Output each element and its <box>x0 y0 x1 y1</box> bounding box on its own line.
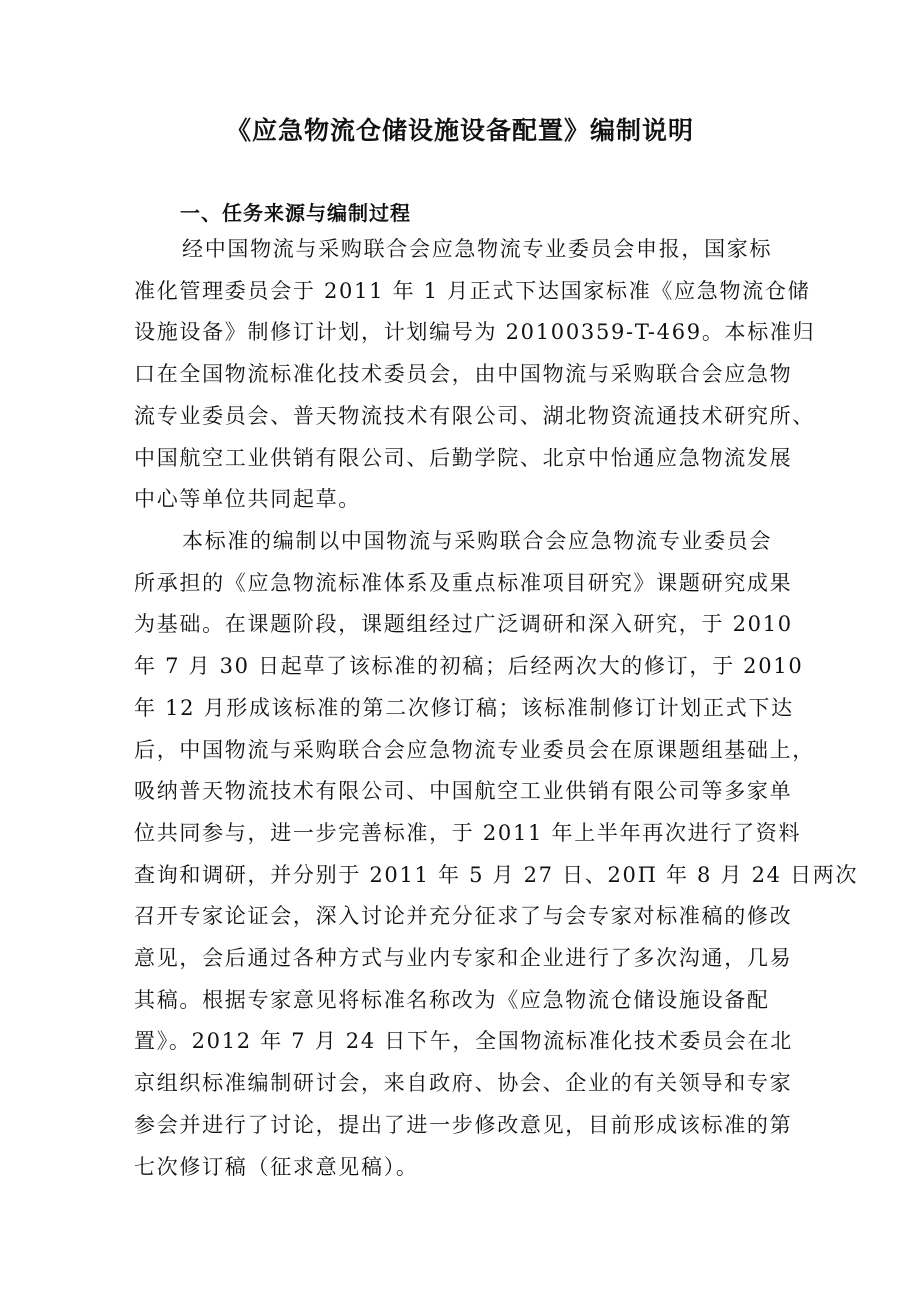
paragraph-line: 七次修订稿（征求意见稿）。 <box>134 1154 419 1179</box>
paragraph-line: 参会并进行了讨论，提出了进一步修改意见，目前形成该标准的第 <box>134 1112 793 1137</box>
section-heading: 一、任务来源与编制过程 <box>180 201 411 225</box>
paragraph-line: 意见，会后通过各种方式与业内专家和企业进行了多次沟通，几易 <box>134 946 793 971</box>
paragraph-line: 查询和调研，并分别于 2011 年 5 月 27 日、20Π 年 8 月 24 日两次 <box>134 862 859 887</box>
paragraph-line: 设施设备》制修订计划，计划编号为 20100359-T-469。本标准归 <box>134 320 816 345</box>
paragraph-line: 所承担的《应急物流标准体系及重点标准项目研究》课题研究成果 <box>134 570 793 595</box>
paragraph-line: 召开专家论证会，深入讨论并充分征求了与会专家对标准稿的修改 <box>134 904 793 929</box>
paragraph-line: 经中国物流与采购联合会应急物流专业委员会申报，国家标 <box>182 237 773 261</box>
paragraph-line: 置》。2012 年 7 月 24 日下午，全国物流标准化技术委员会在北 <box>134 1029 793 1054</box>
paragraph-line: 京组织标准编制研讨会，来自政府、协会、企业的有关领导和专家 <box>134 1071 793 1096</box>
paragraph-line: 流专业委员会、普天物流技术有限公司、湖北物资流通技术研究所、 <box>134 403 815 428</box>
paragraph-line: 后，中国物流与采购联合会应急物流专业委员会在原课题组基础上， <box>134 737 815 762</box>
paragraph-line: 为基础。在课题阶段，课题组经过广泛调研和深入研究，于 2010 <box>134 612 793 637</box>
paragraph-line: 准化管理委员会于 2011 年 1 月正式下达国家标准《应急物流仓储 <box>134 278 811 303</box>
paragraph-line: 位共同参与，进一步完善标准，于 2011 年上半年再次进行了资料 <box>134 820 802 845</box>
paragraph-line: 其稿。根据专家意见将标准名称改为《应急物流仓储设施设备配 <box>134 987 770 1012</box>
paragraph-line: 中心等单位共同起草。 <box>134 487 361 512</box>
paragraph-task-source <box>134 229 816 521</box>
paragraph-line: 本标准的编制以中国物流与采购联合会应急物流专业委员会 <box>182 529 773 553</box>
document-title: 《应急物流仓储设施设备配置》编制说明 <box>225 116 694 145</box>
paragraph-line: 吸纳普天物流技术有限公司、中国航空工业供销有限公司等多家单 <box>134 779 793 804</box>
paragraph-line: 口在全国物流标准化技术委员会，由中国物流与采购联合会应急物 <box>134 362 793 387</box>
paragraph-line: 年 12 月形成该标准的第二次修订稿；该标准制修订计划正式下达 <box>134 695 794 720</box>
paragraph-drafting-process <box>134 521 859 1188</box>
paragraph-line: 中国航空工业供销有限公司、后勤学院、北京中怡通应急物流发展 <box>134 445 793 470</box>
paragraph-line: 年 7 月 30 日起草了该标准的初稿；后经两次大的修订，于 2010 <box>134 654 804 679</box>
